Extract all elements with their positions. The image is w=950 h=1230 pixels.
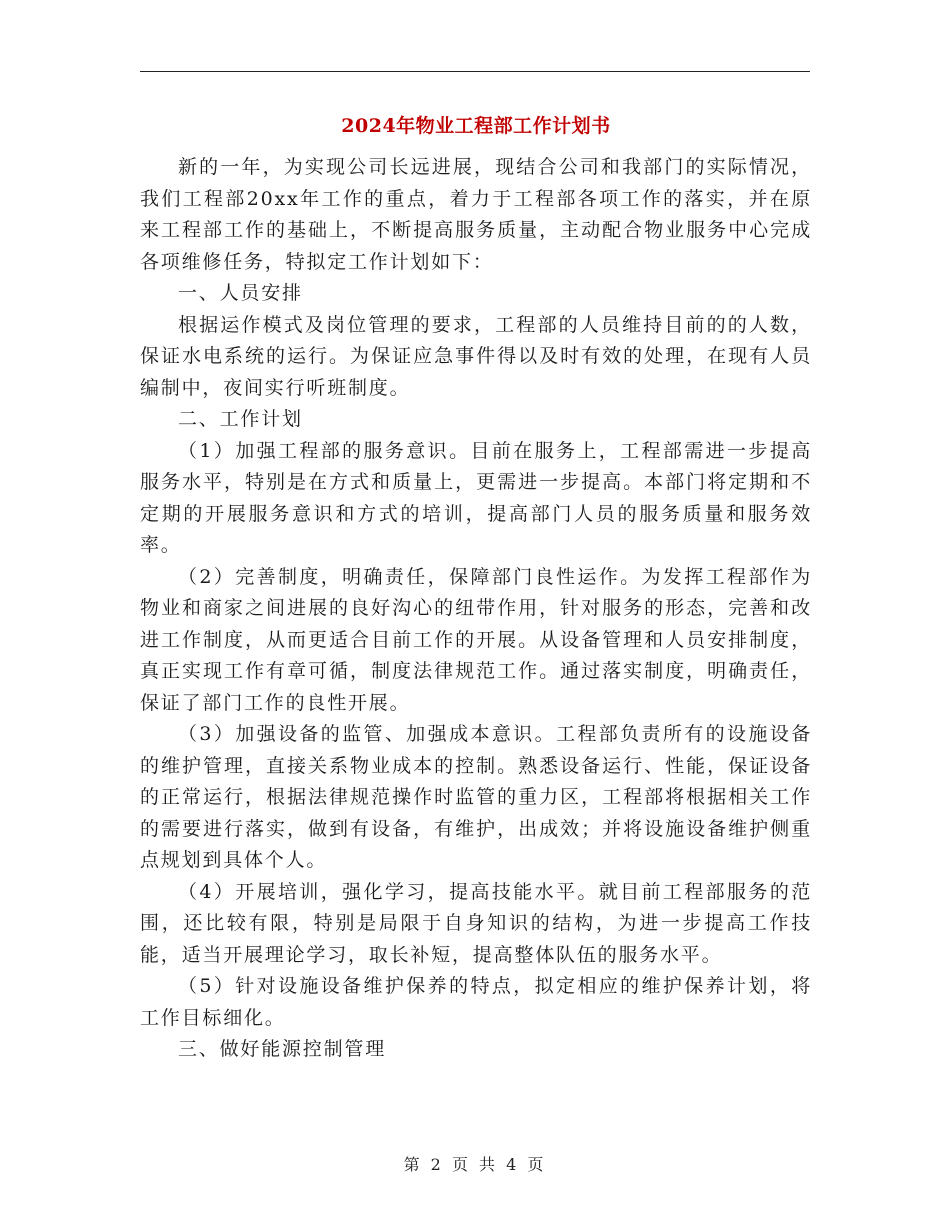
intro-paragraph: 新的一年，为实现公司长远进展，现结合公司和我部门的实际情况，我们工程部20xx年工作的重点，着力于工程部各项工作的落实，并在原来工程部工作的基础上，不断提高服务质量，主动配合物业服务中心完成各项维修任务，特拟定工作计划如下： — [140, 156, 812, 273]
section-heading-staffing: 一、人员安排 — [178, 282, 303, 304]
plan-item-2: （2）完善制度，明确责任，保障部门良性运作。为发挥工程部作为物业和商家之间进展的良好沟心的纽带作用，针对服务的形态，完善和改进工作制度，从而更适合目前工作的开展。从设备管理和人员安排制度，真正实现工作有章可循，制度法律规范工作。通过落实制度，明确责任，保证了部门工作的良性开展。 — [140, 565, 812, 714]
plan-item-5: （5）针对设施设备维护保养的特点，拟定相应的维护保养计划，将工作目标细化。 — [140, 975, 812, 1029]
section-heading-energy: 三、做好能源控制管理 — [178, 1038, 387, 1060]
plan-item-1: （1）加强工程部的服务意识。目前在服务上，工程部需进一步提高服务水平，特别是在方式和质量上，更需进一步提高。本部门将定期和不定期的开展服务意识和方式的培训，提高部门人员的服务质量和服务效率。 — [140, 439, 812, 556]
document-title: 2024年物业工程部工作计划书 — [341, 115, 611, 137]
plan-item-3: （3）加强设备的监管、加强成本意识。工程部负责所有的设施设备的维护管理，直接关系物业成本的控制。熟悉设备运行、性能，保证设备的正常运行，根据法律规范操作时监管的重力区，工程部将根据相关工作的需要进行落实，做到有设备，有维护，出成效；并将设施设备维护侧重点规划到具体个人。 — [140, 723, 812, 871]
page-number-footer: 第 2 页 共 4 页 — [403, 1155, 547, 1174]
document-body — [140, 110, 812, 1066]
section-heading-work-plan: 二、工作计划 — [178, 408, 303, 430]
staffing-paragraph: 根据运作模式及岗位管理的要求，工程部的人员维持目前的的人数，保证水电系统的运行。为保证应急事件得以及时有效的处理，在现有人员编制中，夜间实行听班制度。 — [140, 313, 812, 399]
plan-item-4: （4）开展培训，强化学习，提高技能水平。就目前工程部服务的范围，还比较有限，特别是局限于自身知识的结构，为进一步提高工作技能，适当开展理论学习，取长补短，提高整体队伍的服务水平。 — [140, 880, 812, 966]
header-rule — [140, 71, 810, 72]
